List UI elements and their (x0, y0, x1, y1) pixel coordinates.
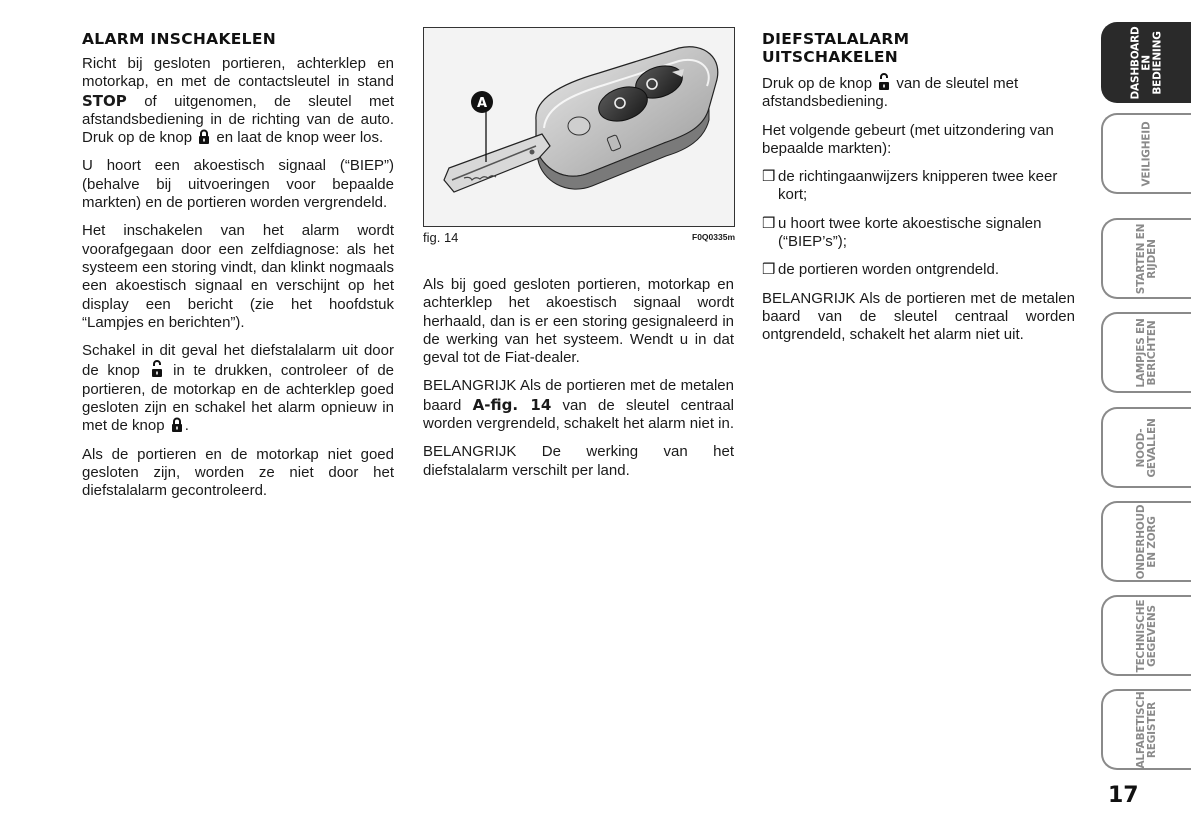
paragraph: U hoort een akoestisch signaal (“BIEP”) (behalve bij uitvoeringen voor bepaalde markten) en de portieren worden vergrendeld. (82, 157, 394, 212)
column-right (762, 30, 1075, 355)
paragraph: Schakel in dit geval het diefstalalarm uit door de knop in te drukken, controleer of de portieren, de motorkap en de achterklep goed gesloten zijn en schakel het alarm opnieuw in met de knop . (82, 342, 395, 435)
tab-lampjes-en-berichten[interactable]: LAMPJES EN BERICHTEN (1101, 312, 1191, 393)
list-item: ❒ de portieren worden ontgrendeld. (762, 261, 999, 279)
paragraph: BELANGRIJK De werking van het diefstalalarm verschilt per land. (423, 443, 734, 479)
paragraph: Het inschakelen van het alarm wordt voorafgegaan door een zelfdiagnose: als het systeem een storing vindt, dan klinkt nogmaals een akoestisch signaal en verschijnt op het display een bericht (zie het hoofdstuk “Lampjes en berichten”). (82, 222, 394, 331)
tab-noodgevallen[interactable]: NOOD- GEVALLEN (1101, 407, 1191, 488)
list-item: ❒ u hoort twee korte akoestische signalen (“BIEP’s”); (762, 214, 1042, 251)
tab-dashboard[interactable]: DASHBOARD EN BEDIENING (1101, 22, 1191, 103)
tab-alfabetisch-register[interactable]: ALFABETISCH REGISTER (1101, 689, 1191, 770)
figure-label-a: A (476, 96, 488, 111)
paragraph: Als bij goed gesloten portieren, motorkap en achterklep het akoestisch signaal wordt herhaald, dan is er een storing gesignaleerd in de werking van het systeem. Wendt u in dat geval tot de Fiat-dealer. (423, 276, 734, 367)
tab-starten-en-rijden[interactable]: STARTEN EN RIJDEN (1101, 218, 1191, 299)
column-left (82, 30, 394, 511)
figure-code: F0Q0335m (692, 232, 735, 242)
tab-technische-gegevens[interactable]: TECHNISCHE GEGEVENS (1101, 595, 1191, 676)
figure-caption (423, 230, 735, 246)
paragraph: Druk op de knop van de sleutel met afstandsbediening. (762, 75, 1019, 111)
tab-onderhoud-en-zorg[interactable]: ONDERHOUD EN ZORG (1101, 501, 1191, 582)
lock-closed-icon (171, 417, 183, 432)
remote-key-illustration (424, 28, 734, 226)
key-figure (423, 27, 735, 227)
paragraph: Als de portieren en de motorkap niet goed gesloten zijn, worden ze niet door het diefstalalarm gecontroleerd. (82, 445, 394, 500)
figure-number: fig. 14 (423, 230, 459, 245)
section-heading-alarm-on: ALARM INSCHAKELEN (82, 30, 277, 48)
checkbox-bullet-icon: ❒ (762, 261, 776, 279)
lock-open-icon (151, 360, 163, 377)
paragraph: BELANGRIJK Als de portieren met de metalen baard A-fig. 14 van de sleutel centraal worden vergrendeld, schakelt het alarm niet in. (423, 377, 735, 433)
checkbox-bullet-icon: ❒ (762, 214, 776, 232)
section-heading-alarm-off: DIEFSTALALARM UITSCHAKELEN (762, 30, 910, 66)
tab-veiligheid[interactable]: VEILIGHEID (1101, 113, 1191, 194)
paragraph: Richt bij gesloten portieren, achterklep en motorkap, en met de contactsleutel in stand STOP of uitgenomen, de sleutel met afstandsbediening in de richting van de auto. Druk op de knop en laat de knop weer los. (82, 55, 394, 147)
page-number: 17 (1108, 783, 1139, 808)
list-item: ❒ de richtingaanwijzers knipperen twee keer kort; (762, 168, 1058, 204)
column-middle (423, 276, 734, 490)
paragraph: BELANGRIJK Als de portieren met de metalen baard van de sleutel centraal worden ontgrendeld, schakelt het alarm niet uit. (762, 289, 1075, 344)
paragraph: Het volgende gebeurt (met uitzondering van bepaalde markten): (762, 121, 1054, 157)
checkbox-bullet-icon: ❒ (762, 168, 776, 186)
lock-closed-icon (198, 129, 210, 144)
lock-open-icon (878, 73, 890, 90)
